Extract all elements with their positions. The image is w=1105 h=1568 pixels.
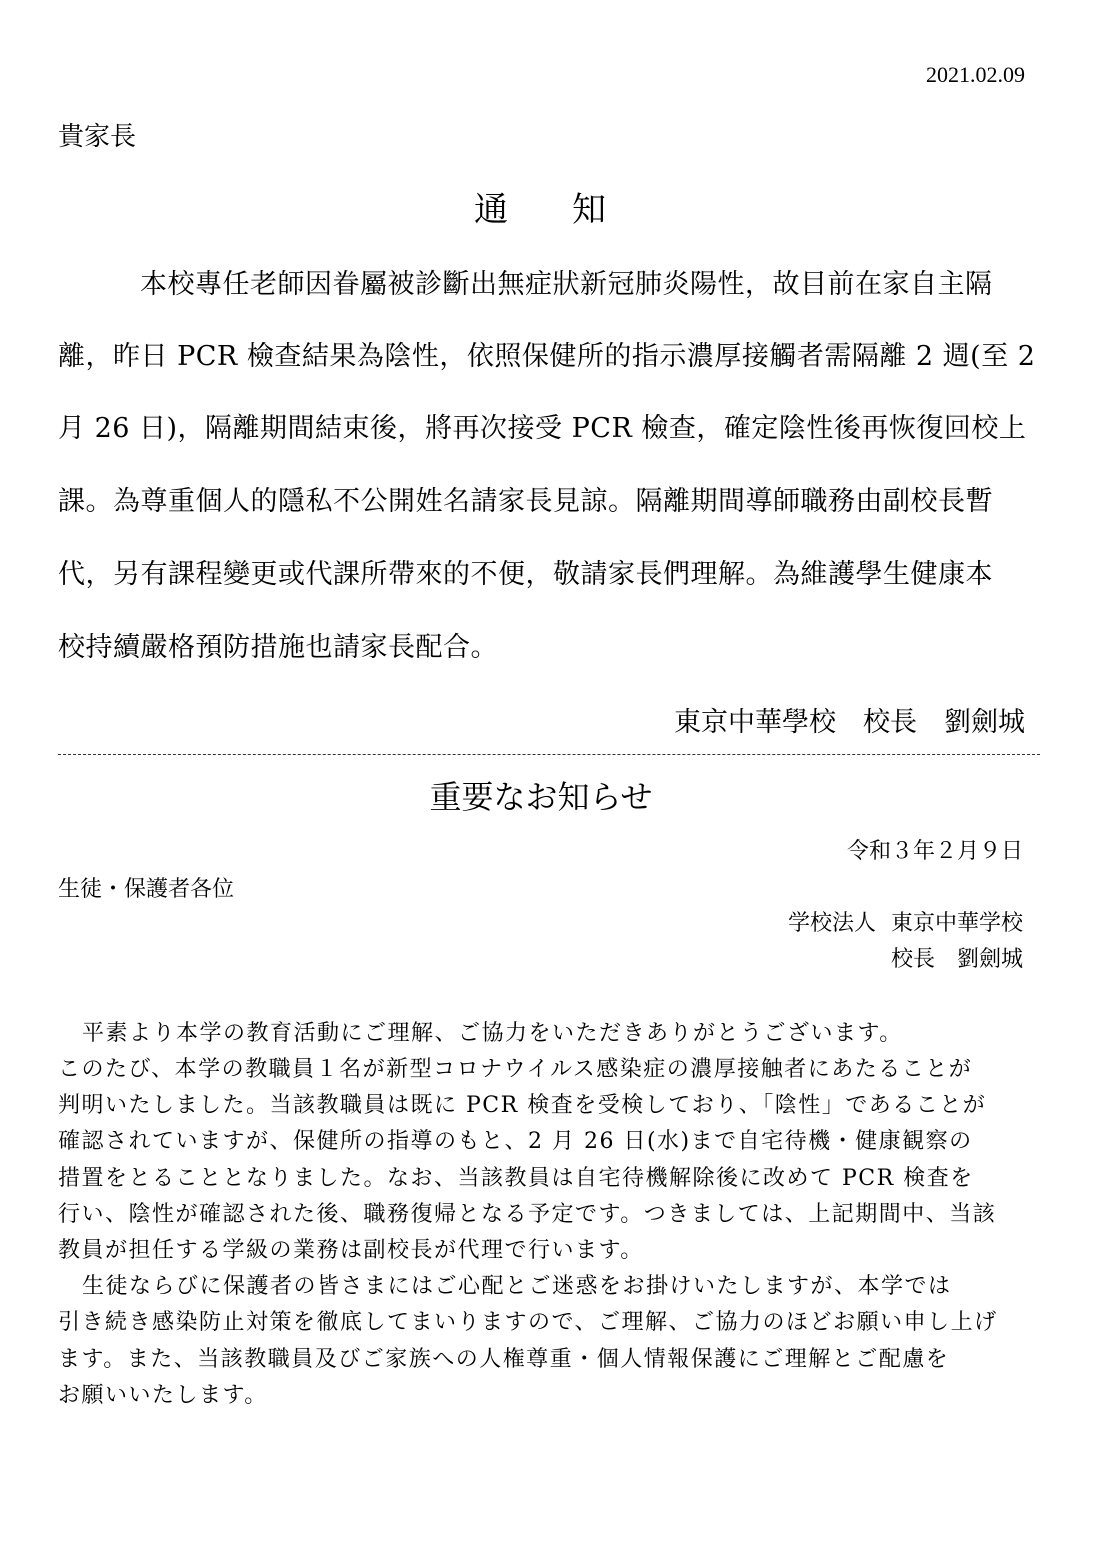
- notice-title-jp: 重要なお知らせ: [429, 778, 653, 816]
- body-line-jp: 措置をとることとなりました。なお、当該教員は自宅待機解除後に改めて PCR 検査を: [58, 1166, 974, 1191]
- body-line: 校持續嚴格預防措施也請家長配合。: [58, 632, 498, 663]
- notice-title: 通知: [474, 190, 670, 230]
- body-line: 代，另有課程變更或代課所帶來的不便，敬請家長們理解。為維護學生健康本: [58, 559, 993, 590]
- dashed-divider: [58, 754, 1040, 755]
- body-line-jp: 生徒ならびに保護者の皆さまにはご心配とご迷惑をお掛けいたしますが、本学では: [82, 1274, 952, 1299]
- body-line-jp: このたび、本学の教職員１名が新型コロナウイルス感染症の濃厚接触者にあたることが: [58, 1057, 973, 1082]
- body-line-jp: ます。また、当該教職員及びご家族への人権尊重・個人情報保護にご理解とご配慮を: [58, 1347, 950, 1372]
- body-line: 課。為尊重個人的隱私不公開姓名請家長見諒。隔離期間導師職務由副校長暫: [58, 486, 993, 517]
- body-line-jp: 平素より本学の教育活動にご理解、ご協力をいただきありがとうございます。: [82, 1021, 903, 1046]
- body-line-jp: お願いいたします。: [58, 1383, 268, 1408]
- body-line-jp: 引き続き感染防止対策を徹底してまいりますので、ご理解、ご協力のほどお願い申し上げ: [58, 1310, 998, 1335]
- body-line: 離，昨日 PCR 檢查結果為陰性，依照保健所的指示濃厚接觸者需隔離 2 週(至 2: [58, 341, 1036, 372]
- recipient: 生徒・保護者各位: [58, 877, 235, 902]
- salutation: 貴家長: [58, 122, 137, 152]
- body-line-jp: 教員が担任する学級の業務は副校長が代理で行います。: [58, 1238, 644, 1263]
- body-line: 本校專任老師因眷屬被診斷出無症狀新冠肺炎陽性，故目前在家自主隔: [140, 269, 993, 300]
- body-line-jp: 判明いたしました。当該教職員は既に PCR 検査を受検しており、「陰性」であることが: [58, 1093, 987, 1118]
- sender-name: 校長 劉劍城: [890, 947, 1023, 972]
- sender-organization: 学校法人 東京中華学校: [788, 911, 1023, 936]
- body-line-jp: 行い、陰性が確認された後、職務復帰となる予定です。つきましては、上記期間中、当該: [58, 1202, 997, 1227]
- body-line: 月 26 日)，隔離期間結束後，將再次接受 PCR 檢查，確定陰性後再恢復回校上: [58, 413, 1027, 444]
- notice-date: 2021.02.09: [926, 62, 1025, 87]
- notice-date-jp: 令和３年２月９日: [846, 839, 1023, 864]
- body-line-jp: 確認されていますが、保健所の指導のもと、2 月 26 日(水)まで自宅待機・健康観察の: [58, 1129, 973, 1154]
- signature: 東京中華學校 校長 劉劍城: [674, 707, 1025, 738]
